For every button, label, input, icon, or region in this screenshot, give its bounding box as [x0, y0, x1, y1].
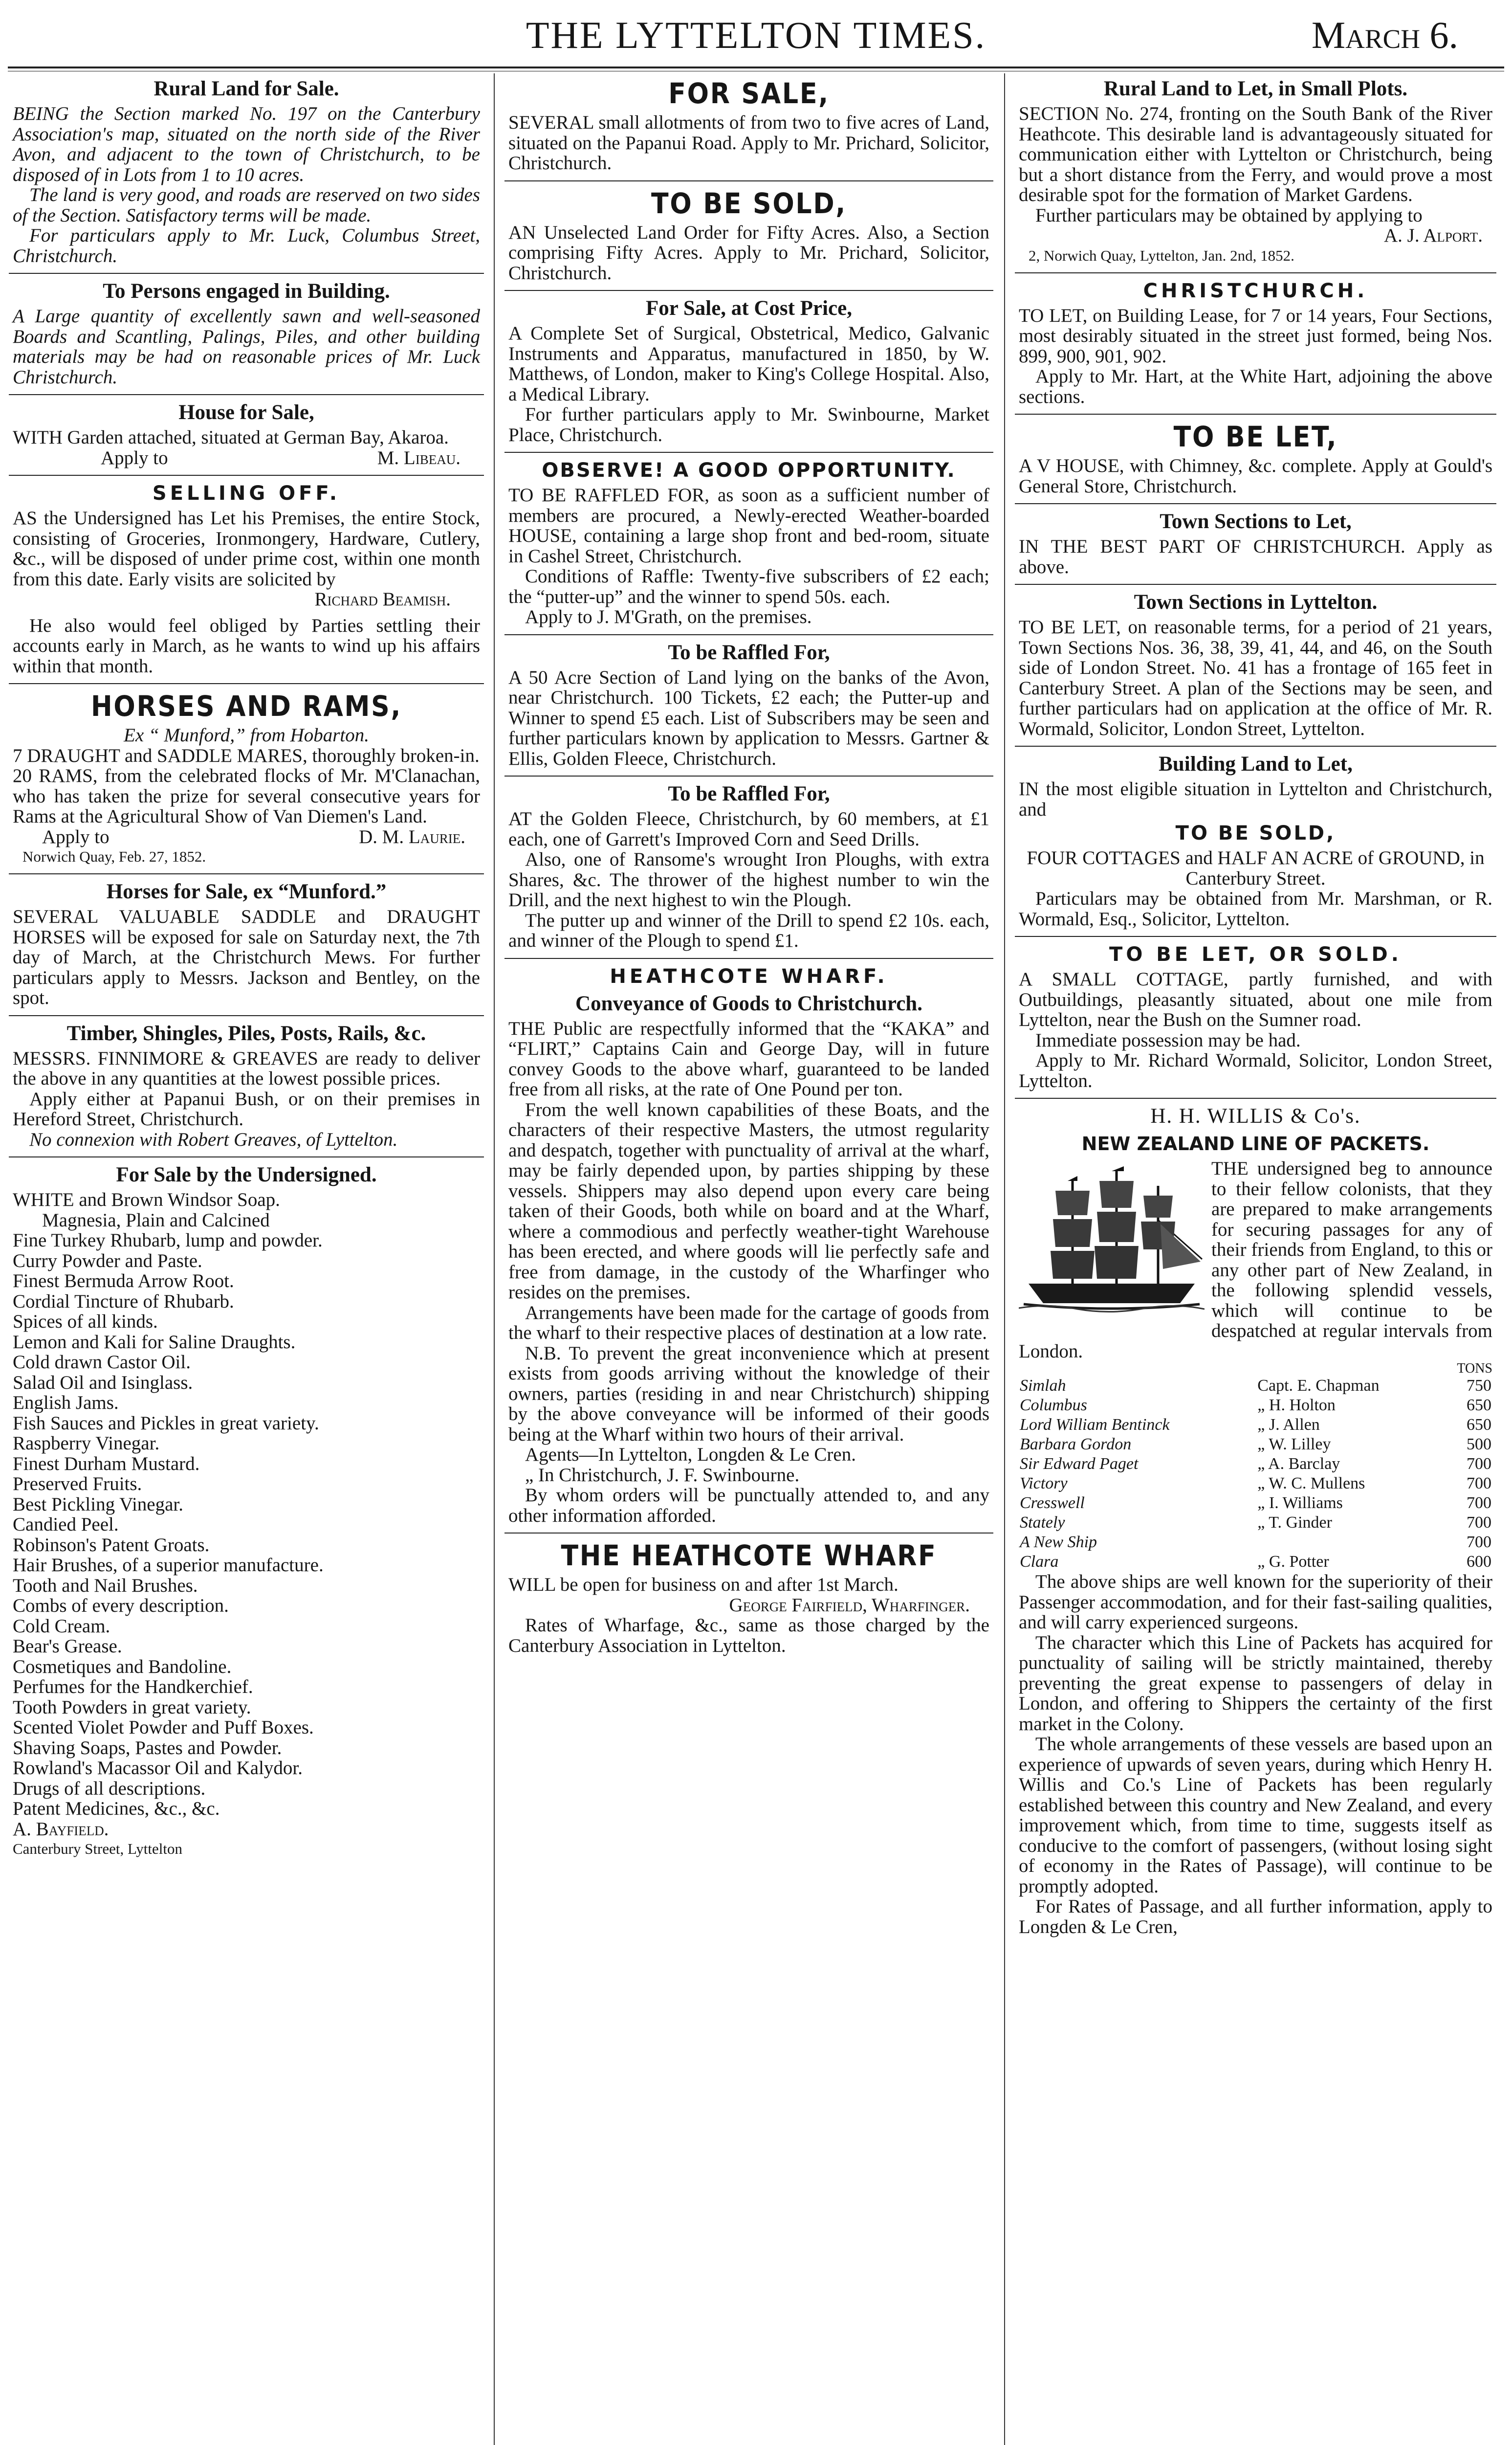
- ad-subheading: Ex “ Munford,” from Hobarton.: [124, 725, 369, 746]
- apply-line: [13, 827, 480, 847]
- ad-subheading: TO BE SOLD,: [1175, 822, 1336, 845]
- advertiser-address: Canterbury Street, Lyttelton: [13, 1840, 182, 1857]
- ad-for-sale-undersigned: [9, 1159, 484, 1863]
- ad-text: TO LET, on Building Lease, for 7 or 14 years, Four Sections, most desirably situated in the street just formed, being Nos. 899, 900, 901, 902.: [1019, 305, 1492, 367]
- ship-name: Victory: [1020, 1474, 1068, 1492]
- column-3: [1015, 73, 1496, 2445]
- ship-name: Stately: [1020, 1513, 1065, 1532]
- ad-text: A Large quantity of excellently sawn and well-seasoned Boards and Scantling, Palings, Piles, and other building materials may be had on reasonable prices of Mr. Luck Christchurch.: [13, 306, 480, 388]
- ad-text: Apply to Mr. Hart, at the White Hart, adjoining the above sections.: [1019, 366, 1492, 407]
- ad-agents: Agents—In Lyttelton, Longden & Le Cren.: [525, 1444, 856, 1465]
- ad-rural-land-to-let: [1015, 73, 1496, 269]
- ad-subheading: NEW ZEALAND LINE OF PACKETS.: [1081, 1133, 1430, 1155]
- ad-text: SEVERAL small allotments of from two to five acres of Land, situated on the Papanui Road. Apply to Mr. Prichard, Solicitor, Christchurch.: [508, 112, 989, 174]
- ad-text: The whole arrangements of these vessels are based upon an experience of upwards of seven years, during which Henry H. Willis and Co.'s Line of Packets has been regularly established between this country and New Zealand, and every improvement which, from time to time, suggests itself as conducive to the comfort of passengers, (without losing sight of economy in the Rates of Passage), will continue to be promptly adopted.: [1019, 1734, 1492, 1897]
- ad-town-sections-lyttelton: [1015, 587, 1496, 743]
- ad-heading: HORSES AND RAMS,: [90, 689, 402, 723]
- product-item: Tooth and Nail Brushes.: [13, 1575, 198, 1596]
- ad-heading: OBSERVE! A GOOD OPPORTUNITY.: [542, 459, 956, 482]
- ad-divider: [9, 273, 484, 274]
- ad-divider: [504, 634, 993, 635]
- ad-text: Apply either at Papanui Bush, or on their premises in Hereford Street, Christchurch.: [13, 1088, 480, 1130]
- ad-text: IN THE BEST PART OF CHRISTCHURCH. Apply as above.: [1019, 536, 1492, 578]
- ship-name: Cresswell: [1020, 1494, 1085, 1512]
- ad-divider: [1015, 414, 1496, 415]
- ad-heading: To be Raffled For,: [668, 782, 830, 805]
- ad-text: The character which this Line of Packets has acquired for punctuality of sailing will be strictly maintained, thereby preventing the great expense to passengers of delay in London, and offering to Shippers the certainty of the first market in the Colony.: [1019, 1632, 1492, 1734]
- ship-tons: 650: [1467, 1416, 1491, 1434]
- ad-heading: House for Sale,: [178, 401, 314, 424]
- ad-heading: For Sale, at Cost Price,: [646, 297, 852, 320]
- ship-row: [1019, 1533, 1492, 1552]
- ad-text: Apply to J. M'Grath, on the premises.: [525, 606, 812, 627]
- product-item: Drugs of all descriptions.: [13, 1778, 206, 1799]
- apply-label: Apply to: [42, 826, 110, 847]
- ad-text: THE undersigned beg to announce to their fellow colonists, that they are prepared to make arrangements for securing passages for any of their friends from England, to this or any other part of New Zealand, in the following splendid vessels, which will continue to be despatched at regular intervals from London.: [1019, 1158, 1492, 1362]
- ad-text: Conditions of Raffle: Twenty-five subscribers of £2 each; the “putter-up” and the winner to spend 50s. each.: [508, 566, 989, 607]
- product-item: English Jams.: [13, 1392, 119, 1413]
- product-item: Fish Sauces and Pickles in great variety.: [13, 1412, 319, 1434]
- ship-master: Capt. E. Chapman: [1257, 1377, 1380, 1395]
- ship-master: [1256, 1533, 1450, 1552]
- ship-row: [1019, 1454, 1492, 1474]
- ship-master: „ J. Allen: [1257, 1416, 1320, 1434]
- product-item: Spices of all kinds.: [13, 1311, 158, 1332]
- ship-tons: 650: [1467, 1396, 1491, 1414]
- product-item: Curry Powder and Paste.: [13, 1250, 202, 1271]
- ad-text: SECTION No. 274, fronting on the South Bank of the River Heathcote. This desirable land is advantageously situated for communication either with Lyttelton or Christchurch, being but a short distance from the Ferry, and would prove a most desirable spot for the formation of Market Gardens.: [1019, 103, 1492, 205]
- product-item: Robinson's Patent Groats.: [13, 1534, 210, 1556]
- ship-row: [1019, 1415, 1492, 1435]
- product-list: [13, 1190, 480, 1819]
- product-item: Scented Violet Powder and Puff Boxes.: [13, 1717, 314, 1738]
- product-item: Cold drawn Castor Oil.: [13, 1352, 191, 1373]
- column-divider: [494, 73, 495, 2445]
- ad-heading: HEATHCOTE WHARF.: [610, 965, 888, 988]
- ship-row: [1019, 1493, 1492, 1513]
- apply-line: [13, 448, 480, 468]
- ad-divider: [9, 475, 484, 476]
- ad-text: A Complete Set of Surgical, Obstetrical, Medico, Galvanic Instruments and Apparatus, manufactured in 1850, by W. Matthews, of London, maker to King's College Hospital. Also, a Medical Library.: [508, 323, 989, 405]
- ad-timber: [9, 1018, 484, 1154]
- ad-christchurch-lease: [1015, 275, 1496, 411]
- ad-divider: [9, 1015, 484, 1016]
- ad-text: A V HOUSE, with Chimney, &c. complete. Apply at Gould's General Store, Christchurch.: [1019, 455, 1492, 497]
- ad-divider: [9, 683, 484, 684]
- ad-text: WITH Garden attached, situated at German Bay, Akaroa.: [13, 427, 449, 448]
- ad-text: 20 RAMS, from the celebrated flocks of Mr. M'Clanachan, who has taken the prize for several consecutive years for Rams at the Agricultural Show of Van Diemen's Land.: [13, 765, 480, 827]
- ad-text: For further particulars apply to Mr. Swinbourne, Market Place, Christchurch.: [508, 404, 989, 445]
- product-item: Bear's Grease.: [13, 1636, 122, 1657]
- ad-house-for-sale: [9, 397, 484, 472]
- column-1: [9, 73, 484, 2445]
- ad-divider: [504, 290, 993, 291]
- ad-heading: To Persons engaged in Building.: [103, 280, 390, 303]
- tons-header: TONS: [1457, 1361, 1492, 1376]
- ad-divider: [9, 873, 484, 874]
- product-item: Cold Cream.: [13, 1615, 110, 1637]
- ad-heading: Town Sections in Lyttelton.: [1134, 591, 1378, 614]
- ad-text: For Rates of Passage, and all further information, apply to Longden & Le Cren,: [1019, 1896, 1492, 1937]
- ad-heading: FOR SALE,: [668, 77, 830, 110]
- ad-divider: [9, 1156, 484, 1157]
- ship-tons: 700: [1467, 1533, 1491, 1551]
- ad-heading: SELLING OFF.: [152, 482, 341, 505]
- ad-text: AN Unselected Land Order for Fifty Acres. Also, a Section comprising Fifty Acres. Apply to Mr. Prichard, Solicitor, Christchurch.: [508, 222, 989, 284]
- ad-heading: To be Raffled For,: [668, 641, 830, 664]
- product-item: Finest Durham Mustard.: [13, 1453, 200, 1474]
- ad-heathcote-wharf-open: [504, 1535, 993, 1660]
- product-item: Cordial Tincture of Rhubarb.: [13, 1290, 234, 1312]
- ad-text: N.B. To prevent the great inconvenience which at present exists from goods arriving without the knowledge of their owners, parties (residing in and near Christchurch) shipping by the above conveyance will be informed of their goods being at the Wharf within two hours of their arrival.: [508, 1342, 989, 1445]
- ad-agents: „ In Christchurch, J. F. Swinbourne.: [525, 1464, 800, 1486]
- ad-text: Arrangements have been made for the cartage of goods from the wharf to their respective places of destination at a low rate.: [508, 1302, 989, 1343]
- product-item: Finest Bermuda Arrow Root.: [13, 1270, 234, 1291]
- ad-text: MESSRS. FINNIMORE & GREAVES are ready to deliver the above in any quantities at the lowest possible prices.: [13, 1047, 480, 1089]
- ad-persons-building: [9, 276, 484, 391]
- ad-text: From the well known capabilities of these Boats, and the characters of their respective Masters, the utmost regularity and despatch, together with punctuality of arrival at the wharf, may be fairly depended upon, by parties shipping by these vessels. Shippers may also depend upon every care being taken of their Goods, both while on board and at the Wharf, where a commodious and perfectly weather-tight Warehouse has been erected, and where goods will lie perfectly safe and free from damage, in the custody of the Wharfinger who resides on the premises.: [508, 1099, 989, 1303]
- product-item: Patent Medicines, &c., &c.: [13, 1798, 220, 1819]
- ad-divider: [1015, 272, 1496, 273]
- ship-tons: 750: [1467, 1377, 1491, 1395]
- ad-heading: TO BE LET, OR SOLD.: [1109, 943, 1402, 966]
- ad-to-be-sold-land-order: [504, 183, 993, 288]
- ad-text: 7 DRAUGHT and SADDLE MARES, thoroughly broken-in.: [13, 745, 480, 766]
- product-item: Cosmetiques and Bandoline.: [13, 1656, 232, 1677]
- ad-willis-packets: [1015, 1101, 1496, 1941]
- ad-heading: Rural Land for Sale.: [153, 77, 339, 100]
- ad-to-be-let-house: [1015, 417, 1496, 500]
- ad-text: WILL be open for business on and after 1st March.: [508, 1574, 898, 1595]
- ad-text: The land is very good, and roads are reserved on two sides of the Section. Satisfactory terms will be made.: [13, 184, 480, 226]
- ad-text: Also, one of Ransome's wrought Iron Ploughs, with extra Shares, &c. The thrower of the highest number to win the Drill, and the next highest to win the Plough.: [508, 849, 989, 911]
- ad-heading: Horses for Sale, ex “Munford.”: [106, 880, 387, 903]
- product-item: Magnesia, Plain and Calcined: [42, 1209, 270, 1231]
- product-item: WHITE and Brown Windsor Soap.: [13, 1189, 280, 1210]
- ship-name: A New Ship: [1020, 1533, 1097, 1551]
- ad-text: Immediate possession may be had.: [1035, 1029, 1301, 1051]
- ship-name: Barbara Gordon: [1020, 1435, 1132, 1453]
- ship-name: Clara: [1020, 1553, 1059, 1571]
- ad-divider: [1015, 584, 1496, 585]
- product-item: Rowland's Macassor Oil and Kalydor.: [13, 1757, 303, 1778]
- ad-heading: Building Land to Let,: [1159, 753, 1353, 776]
- ad-divider: [504, 776, 993, 777]
- ad-text: Rates of Wharfage, &c., same as those charged by the Canterbury Association in Lyttelton.: [508, 1615, 989, 1656]
- ship-tons: 600: [1467, 1553, 1491, 1571]
- ship-row: [1019, 1552, 1492, 1572]
- ad-text: AT the Golden Fleece, Christchurch, by 60 members, at £1 each, one of Garrett's Improved Corn and Seed Drills.: [508, 808, 989, 850]
- ad-heathcote-wharf: [504, 961, 993, 1530]
- product-item: Fine Turkey Rhubarb, lump and powder.: [13, 1230, 323, 1251]
- ad-text: He also would feel obliged by Parties settling their accounts early in March, as he wants to wind up his affairs within that month.: [13, 615, 480, 677]
- ad-horses-for-sale: [9, 876, 484, 1012]
- product-item: Tooth Powders in great variety.: [13, 1696, 251, 1718]
- ship-name: Sir Edward Paget: [1020, 1455, 1139, 1473]
- ad-text: A SMALL COTTAGE, partly furnished, and with Outbuildings, pleasantly situated, about one mile from Lyttelton, near the Bush on the Sumner road.: [1019, 969, 1492, 1030]
- advertiser-name: M. Libeau.: [377, 447, 460, 468]
- ad-heading: Town Sections to Let,: [1160, 510, 1352, 533]
- ship-master: „ W. C. Mullens: [1257, 1474, 1365, 1492]
- column-2: [504, 73, 993, 2445]
- ad-divider: [1015, 746, 1496, 747]
- ad-subheading: Conveyance of Goods to Christchurch.: [575, 992, 922, 1015]
- ad-text: THE Public are respectfully informed that the “KAKA” and “FLIRT,” Captains Cain and George Day, will in future convey Goods to the above wharf, guaranteed to be landed free from all risks, at the rate of One Pound per ton.: [508, 1018, 989, 1100]
- advertiser-name: A. J. Alport.: [1384, 225, 1483, 246]
- product-item: Raspberry Vinegar.: [13, 1433, 160, 1454]
- ad-divider: [1015, 936, 1496, 937]
- ad-for-sale-allotments: [504, 73, 993, 178]
- sailing-ship-illustration: [1019, 1161, 1205, 1323]
- ad-text: TO BE LET, on reasonable terms, for a period of 21 years, Town Sections Nos. 36, 38, 39, 41, 44, and 46, on the South side of London Street. No. 41 has a frontage of 165 feet in Canterbury Street. A plan of the Sections may be seen, and further particulars had on application at the office of Mr. R. Wormald, Solicitor, London Street, Lyttelton.: [1019, 617, 1492, 739]
- ad-divider: [504, 958, 993, 959]
- product-item: Shaving Soaps, Pastes and Powder.: [13, 1737, 282, 1758]
- ad-text: AS the Undersigned has Let his Premises, the entire Stock, consisting of Groceries, Ironmongery, Hardware, Cutlery, &c., will be disposed of under prime cost, within one month from this date. Early visits are solicited by: [13, 508, 480, 590]
- ad-text: SEVERAL VALUABLE SADDLE and DRAUGHT HORSES will be exposed for sale on Saturday next, the 7th day of March, at the Christchurch Mews. For further particulars apply to Messrs. Jackson and Bentley, on the spot.: [13, 906, 480, 1008]
- masthead-rule: [8, 67, 1504, 71]
- product-item: Salad Oil and Isinglass.: [13, 1372, 193, 1393]
- ad-heading: For Sale by the Undersigned.: [116, 1163, 377, 1186]
- ad-heading: Rural Land to Let, in Small Plots.: [1103, 77, 1408, 100]
- advertiser-name: Richard Beamish.: [314, 589, 451, 610]
- ad-rural-land-for-sale: [9, 73, 484, 270]
- product-item: Perfumes for the Handkerchief.: [13, 1676, 253, 1697]
- ship-tons: 700: [1467, 1474, 1491, 1492]
- ad-raffle-land: [504, 637, 993, 773]
- ship-tons: 700: [1467, 1513, 1491, 1532]
- ad-cost-price: [504, 293, 993, 449]
- ad-heading: CHRISTCHURCH.: [1143, 279, 1368, 302]
- advertiser-name: D. M. Laurie.: [359, 826, 465, 847]
- ship-tons: 500: [1467, 1435, 1491, 1453]
- ad-divider: [504, 1533, 993, 1534]
- issue-date: March 6.: [1311, 14, 1458, 56]
- ship-row: [1019, 1376, 1492, 1396]
- ad-selling-off: [9, 478, 484, 680]
- ad-divider: [1015, 503, 1496, 504]
- ad-text: Apply to Mr. Richard Wormald, Solicitor, London Street, Lyttelton.: [1019, 1050, 1492, 1091]
- ship-table: [1019, 1376, 1492, 1572]
- ad-heading: TO BE SOLD,: [651, 186, 847, 220]
- ad-text: For particulars apply to Mr. Luck, Columbus Street, Christchurch.: [13, 225, 480, 267]
- product-item: Best Pickling Vinegar.: [13, 1493, 184, 1515]
- ship-master: „ W. Lilley: [1257, 1435, 1331, 1453]
- ship-row: [1019, 1435, 1492, 1454]
- apply-label: Apply to: [101, 447, 168, 468]
- ad-heading: H. H. WILLIS & Co's.: [1150, 1105, 1361, 1128]
- masthead: [0, 0, 1512, 73]
- ad-building-land: [1015, 749, 1496, 933]
- ad-date: Norwich Quay, Feb. 27, 1852.: [22, 848, 206, 865]
- product-item: Combs of every description.: [13, 1595, 229, 1616]
- column-divider: [1004, 73, 1005, 2445]
- ad-observe-opportunity: [504, 455, 993, 631]
- ship-name: Lord William Bentinck: [1020, 1416, 1170, 1434]
- ad-divider: [504, 180, 993, 181]
- ad-text: No connexion with Robert Greaves, of Lyttelton.: [29, 1129, 398, 1150]
- ad-heading: Timber, Shingles, Piles, Posts, Rails, &c.: [66, 1022, 426, 1045]
- product-item: Preserved Fruits.: [13, 1473, 142, 1494]
- ship-name: Simlah: [1020, 1377, 1066, 1395]
- ad-text: TO BE RAFFLED FOR, as soon as a sufficient number of members are procured, a Newly-erected Weather-boarded HOUSE, containing a large shop front and bed-room, situate in Cashel Street, Christchurch.: [508, 485, 989, 567]
- ad-divider: [9, 394, 484, 395]
- ship-row: [1019, 1396, 1492, 1415]
- ship-master: „ H. Holton: [1257, 1396, 1336, 1414]
- ship-row: [1019, 1513, 1492, 1533]
- ship-row: [1019, 1474, 1492, 1493]
- ad-text: The above ships are well known for the superiority of their Passenger accommodation, and for their fast-sailing qualities, and will carry experienced surgeons.: [1019, 1571, 1492, 1633]
- ad-text: Particulars may be obtained from Mr. Marshman, or R. Wormald, Esq., Solicitor, Lyttelton.: [1019, 888, 1492, 930]
- product-item: Lemon and Kali for Saline Draughts.: [13, 1331, 296, 1353]
- ad-heading: THE HEATHCOTE WHARF: [561, 1539, 937, 1572]
- product-item: Candied Peel.: [13, 1514, 119, 1535]
- ad-text: The putter up and winner of the Drill to spend £2 10s. each, and winner of the Plough to spend £1.: [508, 910, 989, 951]
- ship-master: „ A. Barclay: [1257, 1455, 1340, 1473]
- ship-name: Columbus: [1020, 1396, 1087, 1414]
- advertiser-name: A. Bayfield.: [13, 1818, 109, 1840]
- ship-master: „ G. Potter: [1257, 1553, 1329, 1571]
- ad-town-sections-let: [1015, 506, 1496, 581]
- ad-raffle-drill: [504, 778, 993, 955]
- ad-text: A 50 Acre Section of Land lying on the banks of the Avon, near Christchurch. 100 Tickets, £2 each; the Putter-up and Winner to spend £5 each. List of Subscribers may be seen and further particulars known by application to Messrs. Gartner & Ellis, Golden Fleece, Christchurch.: [508, 667, 989, 769]
- ad-text: BEING the Section marked No. 197 on the Canterbury Association's map, situated on the north side of the River Avon, and adjacent to the town of Christchurch, to be disposed of in Lots from 1 to 10 acres.: [13, 103, 480, 185]
- ad-text: By whom orders will be punctually attended to, and any other information afforded.: [508, 1485, 989, 1526]
- ad-date: 2, Norwich Quay, Lyttelton, Jan. 2nd, 1852.: [1029, 246, 1294, 264]
- ad-divider: [1015, 1098, 1496, 1099]
- ship-tons: 700: [1467, 1494, 1491, 1512]
- ad-horses-and-rams: [9, 686, 484, 870]
- ad-divider: [504, 452, 993, 453]
- ship-master: „ I. Williams: [1257, 1494, 1343, 1512]
- ship-master: „ T. Ginder: [1257, 1513, 1332, 1532]
- ad-text: FOUR COTTAGES and HALF AN ACRE of GROUND, in Canterbury Street.: [1027, 847, 1485, 889]
- product-item: Hair Brushes, of a superior manufacture.: [13, 1555, 324, 1576]
- ad-heading: TO BE LET,: [1173, 420, 1338, 453]
- ad-text: IN the most eligible situation in Lyttelton and Christchurch, and: [1019, 778, 1492, 820]
- newspaper-title: THE LYTTELTON TIMES.: [526, 14, 986, 56]
- advertiser-name: George Fairfield, Wharfinger.: [729, 1594, 970, 1616]
- ship-tons: 700: [1467, 1455, 1491, 1473]
- ad-text: Further particulars may be obtained by applying to: [1035, 204, 1423, 226]
- ad-let-or-sold: [1015, 939, 1496, 1095]
